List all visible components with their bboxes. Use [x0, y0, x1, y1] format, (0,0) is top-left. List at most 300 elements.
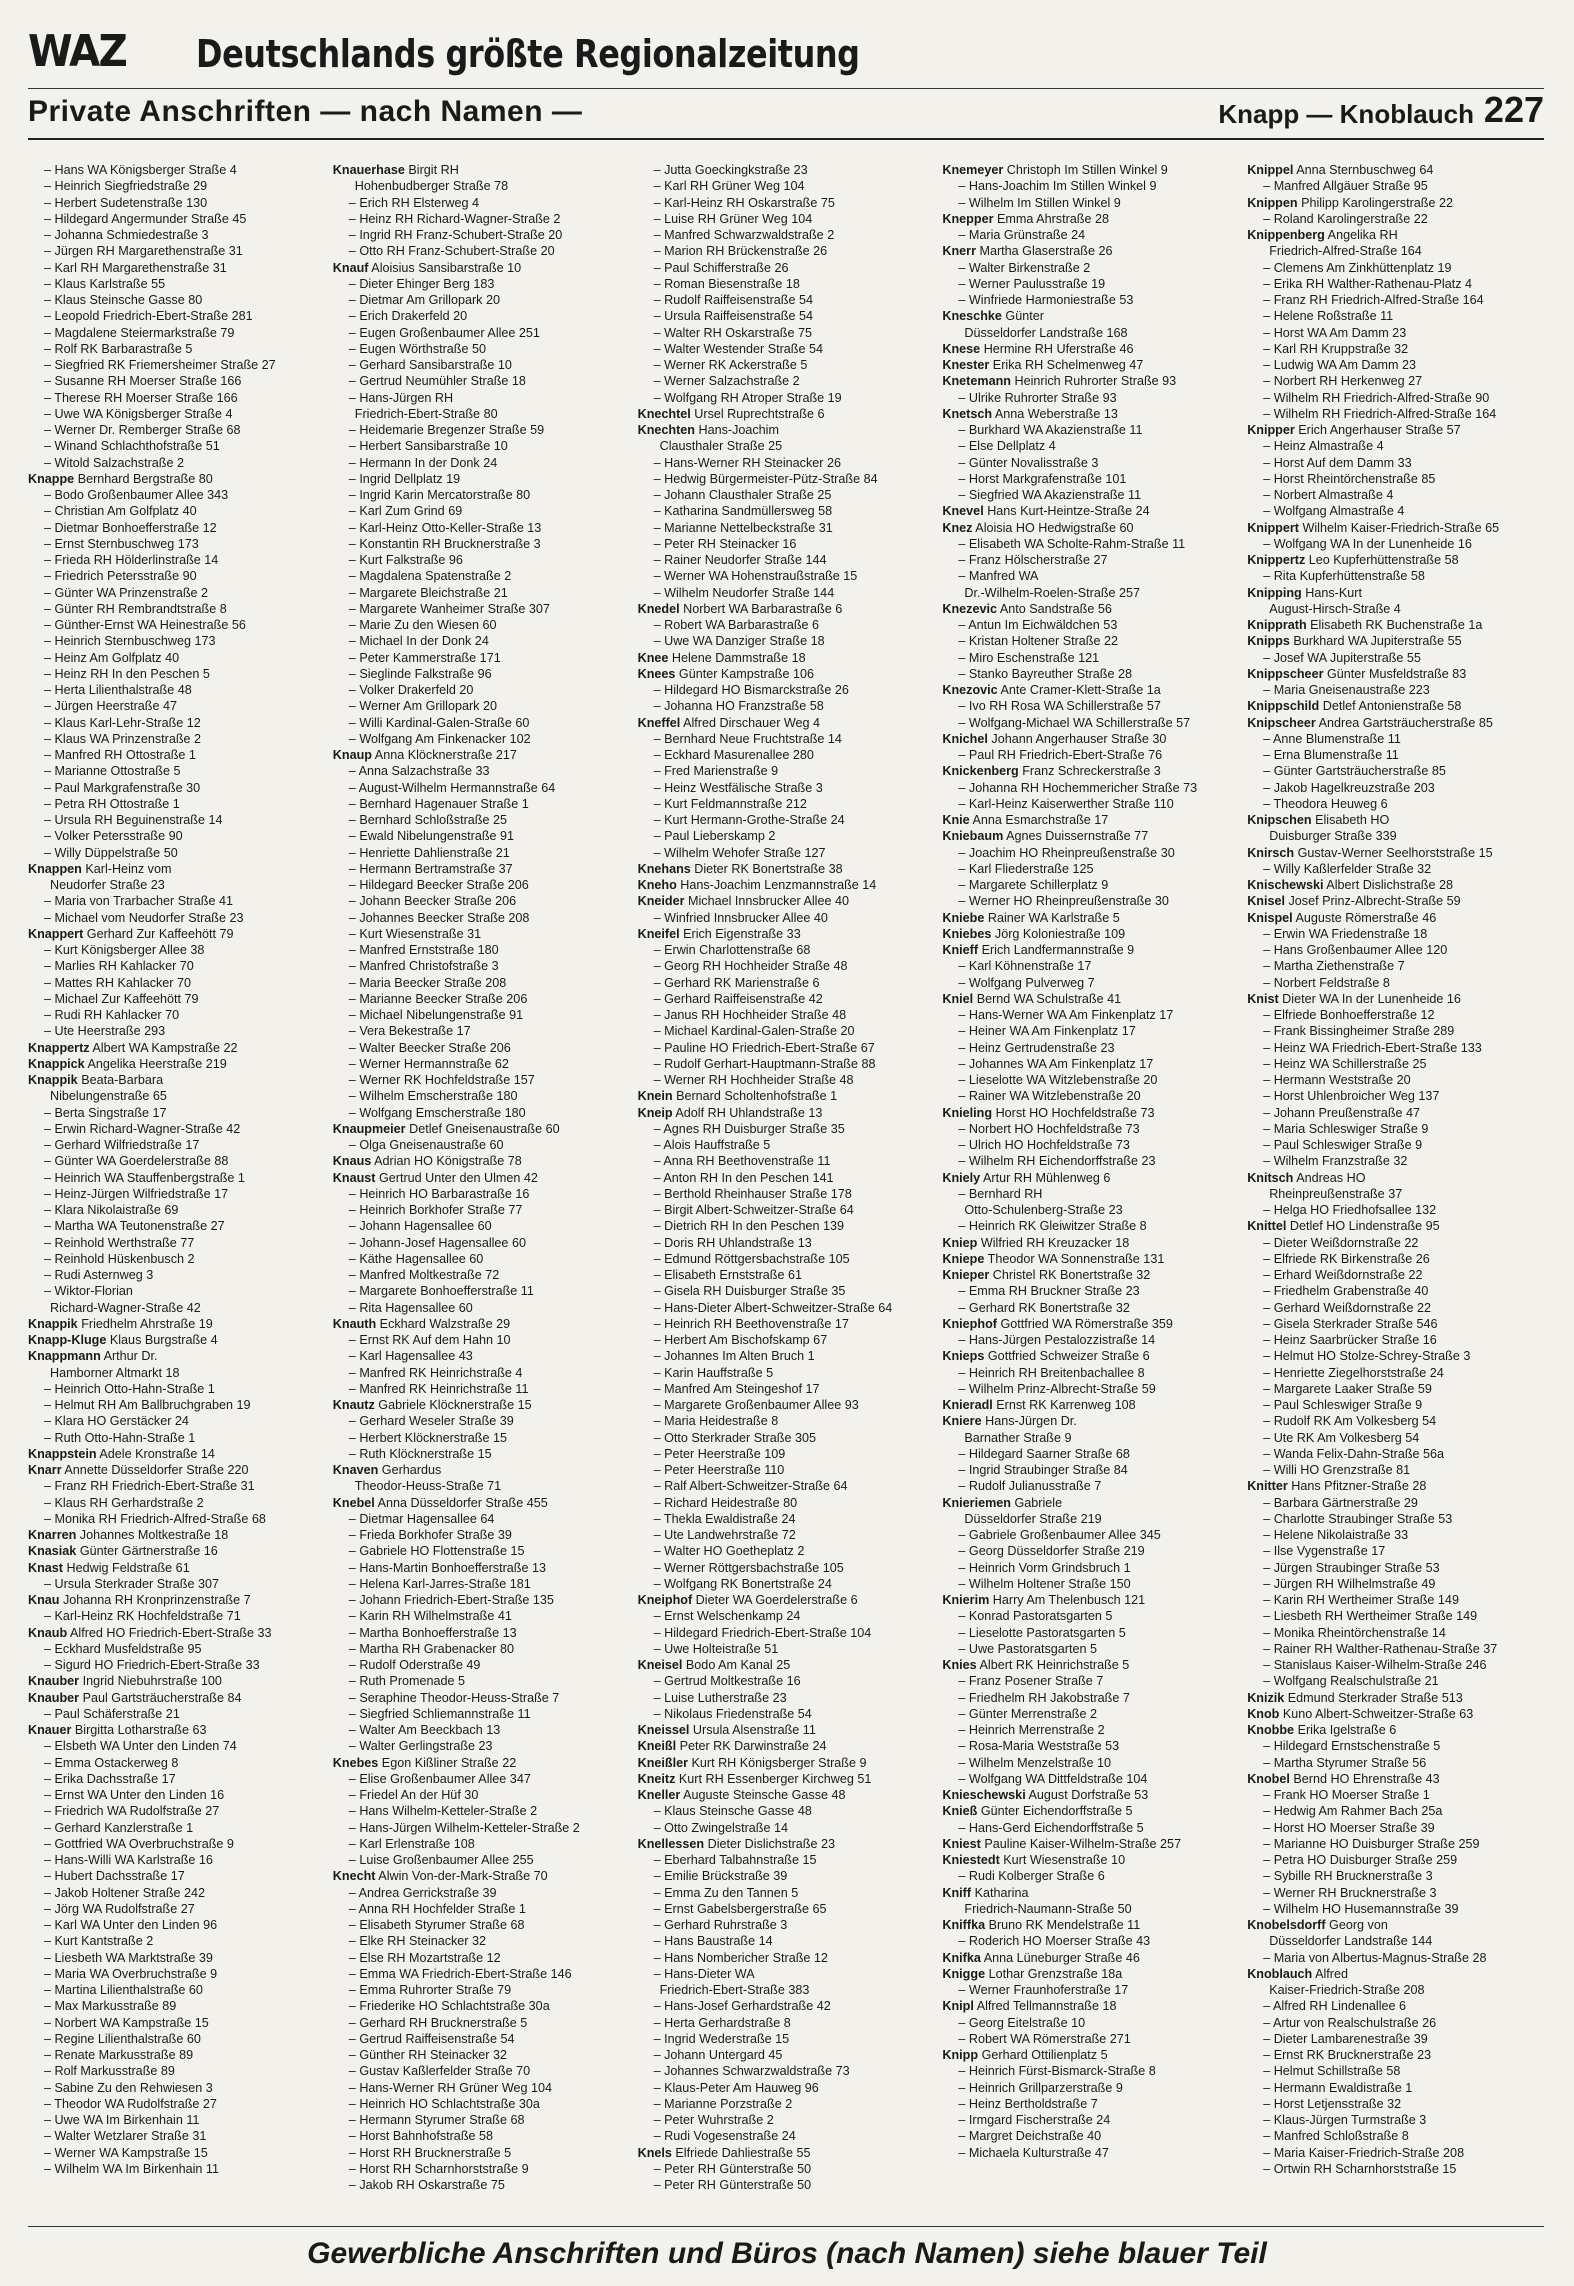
entry-text: Heinz Am Golfplatz 40 [54, 650, 180, 665]
entry-text: Heiner WA Am Finkenplatz 17 [968, 1024, 1136, 1039]
entry-text: Karl Zum Grind 69 [359, 504, 463, 519]
dash-marker: – [1263, 1089, 1274, 1104]
entry-text: Detlef Gneisenaustraße 60 [409, 1121, 560, 1136]
directory-entry [1247, 1397, 1544, 1413]
dash-marker: – [653, 1219, 665, 1234]
entry-text: Katharina [974, 1885, 1029, 1900]
dash-marker: – [958, 1219, 969, 1234]
entry-text: Klaus WA Prinzenstraße 2 [54, 731, 202, 746]
dash-marker: – [44, 1804, 55, 1819]
entry-text: Elise Großenbaumer Allee 347 [359, 1771, 531, 1786]
dash-marker: – [348, 699, 360, 714]
entry-text: Erwin WA Friedenstraße 18 [1273, 926, 1428, 941]
surname-entry [28, 1625, 325, 1641]
dash-marker: – [348, 520, 360, 535]
entry-continuation: Düsseldorfer Landstraße 168 [964, 325, 1128, 340]
dash-marker: – [348, 1593, 360, 1607]
dash-marker: – [348, 1105, 360, 1120]
entry-text: Elsbeth WA Unter den Linden 74 [54, 1739, 237, 1754]
directory-entry [638, 1495, 935, 1511]
entry-continuation: Barnather Straße 9 [964, 1430, 1072, 1445]
entry-text: Manfred RK Heinrichstraße 11 [359, 1381, 529, 1396]
directory-entry [1247, 1202, 1544, 1218]
surname: Knipping [1247, 585, 1302, 600]
directory-entry [638, 1868, 935, 1884]
directory-entry [28, 1495, 325, 1511]
surname: Knieff [942, 943, 979, 957]
dash-marker: – [653, 1999, 665, 2014]
directory-entry [333, 1625, 630, 1641]
directory-entry [333, 1365, 630, 1381]
entry-text: Martha WA Teutonenstraße 27 [54, 1219, 225, 1234]
directory-entry [333, 1040, 630, 1056]
directory-entry [638, 585, 935, 601]
dash-marker: – [653, 1495, 665, 1510]
entry-text: August-Wilhelm Hermannstraße 64 [358, 780, 556, 795]
entry-text: Rudolf RK Am Volkesberg 54 [1273, 1414, 1437, 1429]
directory-entry [28, 438, 325, 454]
dash-marker: – [348, 618, 360, 632]
directory-entry [28, 2145, 325, 2161]
entry-text: Emma Ostackerweg 8 [54, 1755, 179, 1770]
dash-marker: – [653, 2161, 665, 2176]
dash-marker: – [348, 309, 360, 324]
directory-entry [28, 406, 325, 422]
dash-marker: – [44, 1853, 55, 1867]
directory-entry [638, 2047, 935, 2063]
directory-entry [638, 227, 935, 243]
entry-text: Emma Ahrstraße 28 [996, 211, 1109, 226]
surname: Knautz [332, 1398, 375, 1412]
surname: Kniestedt [942, 1853, 1000, 1867]
dash-marker: – [44, 699, 55, 714]
surname: Kneißl [637, 1739, 677, 1754]
dash-marker: – [44, 894, 55, 909]
entry-text: Hans-Werner WA Am Finkenplatz 17 [968, 1008, 1174, 1022]
directory-entry [942, 1933, 1239, 1949]
entry-text: Rudi Kolberger Straße 6 [968, 1869, 1105, 1884]
entry-text: Werner Röttgersbachstraße 105 [664, 1560, 844, 1575]
entry-text: Ulrich HO Hochfeldstraße 73 [968, 1138, 1130, 1152]
dash-marker: – [348, 1641, 360, 1656]
directory-entry [638, 2128, 935, 2144]
surname-entry [942, 828, 1239, 844]
entry-text: Peter RH Steinacker 16 [664, 536, 797, 551]
directory-entry [1247, 2080, 1544, 2096]
directory-entry [333, 1543, 630, 1559]
dash-marker: – [653, 374, 665, 389]
entry-text: Heinrich Sternbuschweg 173 [54, 634, 216, 649]
surname-entry [638, 893, 935, 909]
section-title: Private Anschriften — nach Namen — [28, 95, 583, 128]
entry-text: Werner Hermannstraße 62 [359, 1056, 509, 1071]
directory-entry [28, 1121, 325, 1137]
dash-marker: – [1263, 1251, 1274, 1266]
dash-marker: – [348, 1089, 360, 1104]
entry-text: Norbert WA Barbarastraße 6 [683, 601, 843, 616]
directory-entry [1247, 325, 1544, 341]
entry-text: Ingrid Straubinger Straße 84 [968, 1463, 1128, 1477]
surname: Knist [1247, 991, 1279, 1006]
dash-marker: – [958, 1706, 969, 1721]
directory-entry [333, 1966, 630, 1982]
dash-marker: – [348, 569, 360, 584]
entry-text: Uwe Pastoratsgarten 5 [968, 1641, 1098, 1656]
entry-text: Edmund Röttgersbachstraße 105 [664, 1251, 850, 1266]
dash-marker: – [958, 1121, 969, 1136]
surname-entry [1247, 666, 1544, 682]
directory-entry [638, 308, 935, 324]
dash-marker: – [958, 1056, 969, 1071]
dash-marker: – [348, 276, 360, 291]
surname: Knappstein [28, 1446, 97, 1461]
entry-text: Karl-Heinz Otto-Keller-Straße 13 [359, 520, 542, 535]
dash-marker: – [1263, 293, 1274, 307]
directory-entry [942, 1982, 1239, 1998]
entry-text: Renate Markusstraße 89 [54, 2048, 194, 2062]
dash-marker: – [44, 959, 55, 974]
directory-entry [638, 243, 935, 259]
dash-marker: – [348, 1885, 359, 1900]
directory-entry [638, 536, 935, 552]
surname: Knipl [942, 1999, 974, 2014]
directory-entry [1247, 2161, 1544, 2177]
entry-text: Heinrich Vorm Grindsbruch 1 [968, 1560, 1131, 1575]
entry-text: Emma Zu den Tannen 5 [664, 1885, 799, 1900]
entry-text: Hildegard Friedrich-Ebert-Straße 104 [664, 1625, 872, 1640]
entry-text: Heinrich Ruhrorter Straße 93 [1014, 374, 1177, 389]
entry-text: Günter Eichendorffstraße 5 [980, 1804, 1133, 1819]
directory-entry [333, 390, 630, 406]
entry-text: Hedwig Bürgermeister-Pütz-Straße 84 [664, 471, 878, 486]
dash-marker: – [653, 1966, 665, 1981]
surname-entry [638, 1836, 935, 1852]
entry-text: Horst Markgrafenstraße 101 [968, 471, 1127, 486]
dash-marker: – [1263, 358, 1274, 372]
directory-entry [942, 1088, 1239, 1104]
entry-text: Elfriede Bonhoefferstraße 12 [1273, 1008, 1435, 1022]
entry-text: Artur von Realschulstraße 26 [1273, 2015, 1437, 2030]
dash-marker: – [653, 943, 665, 957]
entry-text: Franz Posener Straße 7 [968, 1674, 1104, 1689]
dash-marker: – [653, 1316, 665, 1331]
entry-text: Otto Zwingelstraße 14 [664, 1820, 788, 1835]
entry-text: Dieter WA In der Lunenheide 16 [1282, 991, 1461, 1006]
entry-text: Erika RH Schelmenweg 47 [992, 358, 1144, 372]
directory-entry [28, 666, 325, 682]
dash-marker: – [653, 2080, 665, 2095]
dash-marker: – [1263, 1154, 1274, 1169]
entry-text: Charlotte Straubinger Straße 53 [1273, 1511, 1453, 1526]
surname-entry [1247, 812, 1544, 828]
dash-marker: – [348, 1024, 360, 1039]
dash-marker: – [348, 536, 360, 551]
entry-text: Hans-Gerd Eichendorffstraße 5 [968, 1820, 1144, 1835]
dash-marker: – [653, 618, 665, 632]
directory-entry [28, 520, 325, 536]
directory-entry [28, 975, 325, 991]
dash-marker: – [44, 1950, 55, 1965]
entry-text: Rolf Markusstraße 89 [54, 2064, 175, 2079]
dash-marker: – [653, 2064, 665, 2079]
entry-text: Wolfgang Realschulstraße 21 [1273, 1674, 1439, 1689]
directory-entry [28, 211, 325, 227]
directory-entry [333, 1998, 630, 2014]
dash-marker: – [653, 195, 665, 210]
surname-entry [28, 1072, 325, 1088]
dash-marker: – [348, 1056, 360, 1071]
entry-text: Herbert Sansibarstraße 10 [359, 439, 508, 454]
entry-text: Wolfgang-Michael WA Schillerstraße 57 [968, 715, 1191, 730]
entry-text: Marlies RH Kahlacker 70 [54, 959, 194, 974]
dash-marker: – [44, 504, 55, 519]
dash-marker: – [44, 780, 55, 795]
dash-marker: – [348, 1381, 360, 1396]
directory-entry [942, 1722, 1239, 1738]
dash-marker: – [348, 666, 360, 681]
directory-entry [28, 1998, 325, 2014]
directory-entry [638, 325, 935, 341]
surname: Knester [942, 358, 990, 372]
directory-entry [942, 617, 1239, 633]
directory-entry [333, 2145, 630, 2161]
entry-text: Helmut Schillstraße 58 [1273, 2064, 1401, 2079]
entry-text: Maria Beecker Straße 208 [359, 975, 507, 990]
directory-entry [638, 1446, 935, 1462]
dash-marker: – [1263, 1544, 1274, 1559]
directory-entry [638, 1820, 935, 1836]
directory-entry [1247, 1153, 1544, 1169]
dash-marker: – [958, 715, 969, 730]
dash-marker: – [348, 1333, 360, 1347]
entry-text: Hildegard HO Bismarckstraße 26 [664, 683, 849, 697]
dash-marker: – [653, 1446, 665, 1461]
entry-text: Franz RH Friedrich-Ebert-Straße 31 [54, 1479, 255, 1494]
directory-entry [28, 1267, 325, 1283]
directory-entry [1247, 1998, 1544, 2014]
directory-entry [638, 1933, 935, 1949]
entry-text: Detlef Antonienstraße 58 [1322, 699, 1462, 714]
dash-marker: – [348, 358, 360, 372]
directory-entry [333, 2112, 630, 2128]
surname-entry [942, 1495, 1239, 1511]
directory-entry [333, 1576, 630, 1592]
surname: Kneschke [942, 309, 1002, 324]
entry-text: Luise Großenbaumer Allee 255 [359, 1853, 534, 1867]
entry-text: Wilhelm RH Eichendorffstraße 23 [968, 1154, 1156, 1169]
dash-marker: – [348, 1706, 360, 1721]
entry-text: Aloisia HO Hedwigstraße 60 [975, 520, 1134, 535]
entry-text: Bernhard Schloßstraße 25 [359, 813, 508, 827]
surname: Knappik [28, 1073, 78, 1087]
entry-text: Andrea Gartsträucherstraße 85 [1318, 715, 1493, 730]
entry-text: Johanna Schmiedestraße 3 [54, 228, 209, 242]
dash-marker: – [44, 715, 55, 730]
directory-entry [28, 552, 325, 568]
entry-text: Beata-Barbara [81, 1073, 164, 1087]
surname-entry [638, 1738, 935, 1754]
dash-marker: – [1263, 309, 1274, 324]
surname-entry [942, 910, 1239, 926]
dash-marker: – [44, 910, 55, 925]
entry-text: Gerhard Ottilienplatz 5 [981, 2048, 1108, 2062]
entry-text: Helene Nikolaistraße 33 [1273, 1528, 1409, 1542]
entry-text: Paul Schäferstraße 21 [54, 1706, 180, 1721]
entry-continuation: Dr.-Wilhelm-Roelen-Straße 257 [964, 585, 1141, 600]
entry-text: Herbert Sudetenstraße 130 [54, 195, 208, 210]
entry-text: Kurt Kantstraße 2 [54, 1934, 154, 1949]
dash-marker: – [1263, 390, 1274, 405]
entry-text: Alfred HO Friedrich-Ebert-Straße 33 [70, 1625, 272, 1640]
surname-entry [942, 1316, 1239, 1332]
entry-text: Hans Wilhelm-Ketteler-Straße 2 [359, 1804, 538, 1819]
directory-entry [333, 1982, 630, 1998]
surname-entry [1247, 1478, 1544, 1494]
entry-text: Joachim HO Rheinpreußenstraße 30 [968, 845, 1175, 860]
directory-entry [638, 991, 935, 1007]
dash-marker: – [1263, 2161, 1274, 2176]
entry-text: Wilhelm Wehofer Straße 127 [664, 845, 826, 860]
directory-entry [28, 1413, 325, 1429]
entry-text: Rosa-Maria Weststraße 53 [968, 1739, 1120, 1754]
dash-marker: – [1263, 1658, 1274, 1672]
directory-entry [942, 1560, 1239, 1576]
directory-entry [28, 1105, 325, 1121]
entry-text: Annette Düsseldorfer Straße 220 [64, 1463, 249, 1477]
entry-text: Erwin Charlottenstraße 68 [664, 943, 811, 957]
directory-entry [333, 1673, 630, 1689]
directory-entry [638, 2177, 935, 2193]
entry-text: Michael vom Neudorfer Straße 23 [54, 910, 244, 925]
dash-marker: – [44, 1235, 55, 1250]
dash-marker: – [348, 601, 360, 616]
dash-marker: – [653, 699, 665, 714]
directory-entry [1247, 926, 1544, 942]
dash-marker: – [44, 2096, 55, 2111]
dash-marker: – [348, 390, 360, 405]
entry-text: Magdalene Steiermarkstraße 79 [54, 325, 235, 340]
entry-text: Frieda RH Hölderlinstraße 14 [54, 553, 219, 567]
entry-text: Ernst Sternbuschweg 173 [54, 536, 199, 551]
dash-marker: – [1263, 926, 1274, 941]
directory-entry [1247, 406, 1544, 422]
entry-text: Rolf RK Barbarastraße 5 [54, 341, 193, 356]
dash-marker: – [44, 1706, 55, 1721]
dash-marker: – [348, 959, 360, 974]
dash-marker: – [958, 276, 969, 291]
directory-entry [638, 520, 935, 536]
entry-text: Gerhard Ruhrstraße 3 [664, 1918, 788, 1932]
dash-marker: – [348, 553, 360, 567]
directory-entry [638, 1966, 935, 1982]
directory-entry [1247, 2096, 1544, 2112]
dash-marker: – [653, 260, 665, 275]
directory-entry [638, 2161, 935, 2177]
directory-entry [333, 1933, 630, 1949]
directory-entry [28, 845, 325, 861]
entry-text: Klaus Steinsche Gasse 48 [664, 1804, 812, 1819]
surname: Knieradl [942, 1398, 993, 1412]
dash-marker: – [653, 1641, 665, 1656]
entry-text: Henriette Ziegelhorststraße 24 [1273, 1365, 1444, 1380]
entry-text: Uwe WA Im Birkenhain 11 [54, 2113, 200, 2127]
directory-entry [638, 1950, 935, 1966]
entry-text: Günter [1005, 309, 1044, 324]
dash-marker: – [958, 1609, 969, 1624]
dash-marker: – [44, 1999, 55, 2014]
surname: Kneho [637, 878, 677, 892]
entry-text: Horst HO Hochfeldstraße 73 [995, 1105, 1155, 1120]
surname-entry [942, 357, 1239, 373]
entry-text: Erich Angerhauser Straße 57 [1298, 423, 1461, 437]
directory-entry [1247, 1625, 1544, 1641]
entry-text: Anna Esmarchstraße 17 [972, 813, 1109, 827]
entry-text: Wolfgang WA Dittfeldstraße 104 [968, 1771, 1148, 1786]
surname: Kniebaum [942, 829, 1004, 844]
surname: Kniffka [942, 1918, 986, 1932]
entry-text: Kuno Albert-Schweitzer-Straße 63 [1282, 1706, 1474, 1721]
dash-marker: – [348, 715, 360, 730]
dash-marker: – [44, 829, 55, 844]
directory-entry [1247, 1413, 1544, 1429]
surname: Knetemann [942, 374, 1011, 389]
directory-entry [28, 422, 325, 438]
directory-entry [638, 276, 935, 292]
directory-entry [333, 487, 630, 503]
directory-entry [638, 747, 935, 763]
dash-marker: – [348, 829, 360, 844]
entry-text: Norbert HO Hochfeldstraße 73 [968, 1121, 1140, 1136]
entry-text: Günter Merrenstraße 2 [968, 1706, 1097, 1721]
entry-text: Dieter Ehinger Berg 183 [359, 276, 495, 291]
dash-marker: – [44, 1511, 55, 1526]
entry-text: Bernd HO Ehrenstraße 43 [1293, 1771, 1440, 1786]
dash-marker: – [653, 1901, 665, 1916]
surname: Knauth [332, 1316, 377, 1331]
dash-marker: – [44, 2015, 55, 2030]
entry-text: Martha RH Grabenacker 80 [359, 1641, 515, 1656]
directory-entry [28, 1007, 325, 1023]
directory-entry [1247, 1950, 1544, 1966]
directory-entry [333, 861, 630, 877]
dash-marker: – [1263, 2031, 1274, 2046]
surname-entry [942, 1657, 1239, 1673]
entry-text: Hubert Dachsstraße 17 [54, 1869, 185, 1884]
entry-text: Hans-Werner RH Grüner Weg 104 [359, 2080, 553, 2095]
dash-marker: – [44, 520, 55, 535]
entry-text: Paul Gartsträucherstraße 84 [82, 1690, 242, 1705]
dash-marker: – [653, 325, 665, 340]
dash-marker: – [958, 1641, 969, 1656]
dash-marker: – [44, 601, 55, 616]
directory-entry [638, 1998, 935, 2014]
surname-entry [638, 601, 935, 617]
surname-entry [1247, 715, 1544, 731]
entry-text: Sigurd HO Friedrich-Ebert-Straße 33 [54, 1658, 260, 1672]
entry-text: Erhard Weißdornstraße 22 [1273, 1268, 1423, 1282]
directory-entry [333, 1218, 630, 1234]
entry-text: Manfred RK Heinrichstraße 4 [359, 1365, 523, 1380]
entry-text: Bernard Scholtenhofstraße 1 [676, 1089, 838, 1104]
entry-text: Maria Heidestraße 8 [664, 1414, 779, 1429]
entry-text: Günter Novalisstraße 3 [968, 455, 1099, 470]
entry-text: Franz RH Friedrich-Alfred-Straße 164 [1273, 293, 1484, 307]
directory-entry [333, 1803, 630, 1819]
entry-text: Klaus-Peter Am Hauweg 96 [664, 2080, 819, 2095]
dash-marker: – [1263, 1869, 1274, 1884]
entry-text: Franz Schreckerstraße 3 [1022, 764, 1161, 779]
dash-marker: – [1263, 1674, 1274, 1689]
